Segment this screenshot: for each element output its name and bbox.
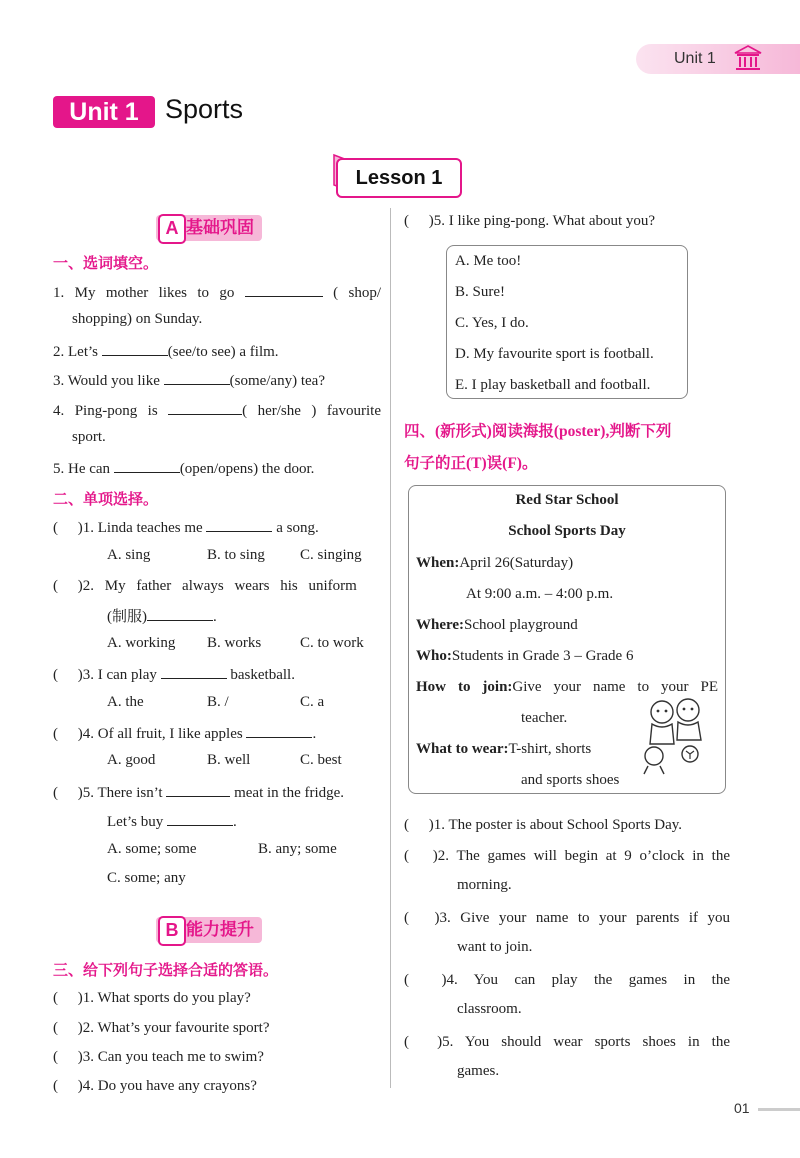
part2-q1-option-a: A. sing	[107, 547, 151, 563]
part1-item-1: 1. My mother likes to go ( shop/	[53, 282, 381, 302]
answer-paren-space[interactable]	[409, 970, 425, 984]
part2-q5-option-b: B. any; some	[258, 841, 337, 857]
answer-blank[interactable]	[164, 370, 230, 385]
kids-playing-football-icon	[632, 692, 716, 776]
answer-blank[interactable]	[206, 517, 272, 532]
part2-q2-option-c: C. to work	[300, 635, 364, 651]
poster-when-time: At 9:00 a.m. – 4:00 p.m.	[466, 586, 614, 602]
part2-q3-option-a: A. the	[107, 694, 144, 710]
section-a-letter: A	[158, 214, 186, 244]
answer-choice-a: A. Me too!	[455, 253, 522, 269]
poster-when: When:April 26(Saturday)	[416, 555, 574, 571]
answer-blank[interactable]	[161, 664, 227, 679]
answer-paren-space[interactable]	[58, 518, 74, 532]
answer-blank[interactable]	[147, 606, 213, 621]
answer-paren-space[interactable]	[409, 846, 425, 860]
part1-item-4-cont: sport.	[72, 429, 106, 445]
poster-subtitle: School Sports Day	[508, 523, 626, 539]
answer-blank[interactable]	[245, 282, 323, 297]
part2-q3: ( )3. I can play basketball.	[53, 664, 295, 684]
answer-blank[interactable]	[168, 400, 242, 415]
section-a-title: 基础巩固	[186, 218, 254, 237]
part2-heading: 二、单项选择。	[53, 492, 159, 508]
part3-q3: ( )3. Can you teach me to swim?	[53, 1049, 264, 1065]
answer-paren-space[interactable]	[409, 211, 425, 225]
column-divider	[390, 208, 391, 1088]
part2-q1-option-b: B. to sing	[207, 547, 265, 563]
answer-paren-space[interactable]	[58, 988, 74, 1002]
temple-icon	[733, 44, 763, 72]
answer-choice-e: E. I play basketball and football.	[455, 377, 651, 393]
part2-q4-option-b: B. well	[207, 752, 251, 768]
answer-blank[interactable]	[167, 811, 233, 826]
part2-q1: ( )1. Linda teaches me a song.	[53, 517, 319, 537]
part2-q1-option-c: C. singing	[300, 547, 362, 563]
tf-statement-4-cont: classroom.	[457, 1001, 522, 1017]
page-number: 01	[734, 1100, 750, 1116]
part3-q2: ( )2. What’s your favourite sport?	[53, 1020, 270, 1036]
tf-statement-3-cont: want to join.	[457, 939, 533, 955]
answer-paren-space[interactable]	[58, 576, 74, 590]
answer-paren-space[interactable]	[58, 1076, 74, 1090]
part2-q5: ( )5. There isn’t meat in the fridge.	[53, 782, 344, 802]
part2-q3-option-c: C. a	[300, 694, 325, 710]
part2-q2-cont: (制服) .	[107, 605, 217, 626]
part2-q4-option-c: C. best	[300, 752, 342, 768]
answer-paren-space[interactable]	[409, 1032, 425, 1046]
answer-paren-space[interactable]	[58, 1047, 74, 1061]
poster-how-to-join-cont: teacher.	[521, 710, 568, 726]
section-a-badge	[156, 215, 262, 241]
poster-who: Who:Students in Grade 3 – Grade 6	[416, 648, 634, 664]
answer-choice-c: C. Yes, I do.	[455, 315, 529, 331]
unit-tab	[636, 44, 800, 74]
answer-paren-space[interactable]	[409, 908, 425, 922]
poster-how-to-join: How to join:Give your name to your PE	[416, 679, 718, 695]
answer-paren-space[interactable]	[58, 1018, 74, 1032]
section-b-badge	[156, 917, 262, 943]
part2-q2: ( )2. My father always wears his uniform	[53, 578, 357, 594]
section-b-letter: B	[158, 916, 186, 946]
part1-item-1-cont: shopping) on Sunday.	[72, 311, 203, 327]
part1-item-2: 2. Let’s (see/to see) a film.	[53, 341, 279, 361]
part2-q5-option-c: C. some; any	[107, 870, 186, 886]
answer-paren-space[interactable]	[58, 665, 74, 679]
answer-paren-space[interactable]	[409, 815, 425, 829]
tf-statement-2: ( )2. The games will begin at 9 o’clock in the	[404, 848, 731, 864]
part1-heading: 一、选词填空。	[53, 256, 159, 272]
tf-statement-2-cont: morning.	[457, 877, 512, 893]
answer-blank[interactable]	[102, 341, 168, 356]
tf-statement-5: ( )5. You should wear sports shoes in the	[404, 1034, 730, 1050]
part3-q1: ( )1. What sports do you play?	[53, 990, 251, 1006]
page-number-rule	[758, 1108, 800, 1111]
part3-q4: ( )4. Do you have any crayons?	[53, 1078, 257, 1094]
poster-what-to-wear: What to wear:T-shirt, shorts	[416, 741, 592, 757]
part2-q4: ( )4. Of all fruit, I like apples .	[53, 723, 316, 743]
part1-item-3: 3. Would you like (some/any) tea?	[53, 370, 325, 390]
part2-q4-option-a: A. good	[107, 752, 156, 768]
part1-item-5: 5. He can (open/opens) the door.	[53, 458, 314, 478]
answer-blank[interactable]	[166, 782, 230, 797]
tf-statement-1: ( )1. The poster is about School Sports Day.	[404, 817, 683, 833]
part2-q2-option-b: B. works	[207, 635, 262, 651]
section-b-title: 能力提升	[186, 920, 254, 939]
answer-choice-d: D. My favourite sport is football.	[455, 346, 654, 362]
part2-q2-option-a: A. working	[107, 635, 176, 651]
tf-statement-3: ( )3. Give your name to your parents if you	[404, 910, 730, 926]
answer-paren-space[interactable]	[58, 724, 74, 738]
tf-statement-5-cont: games.	[457, 1063, 500, 1079]
answer-blank[interactable]	[246, 723, 312, 738]
part2-q3-option-b: B. /	[207, 694, 229, 710]
part3-heading: 三、给下列句子选择合适的答语。	[53, 963, 279, 979]
part4-heading-line2: 句子的正(T)误(F)。	[404, 455, 538, 472]
poster-where: Where:School playground	[416, 617, 578, 633]
poster-what-to-wear-cont: and sports shoes	[521, 772, 620, 788]
part4-heading-line1: 四、(新形式)阅读海报(poster),判断下列	[404, 423, 672, 440]
poster-title: Red Star School	[515, 492, 619, 508]
part2-q5-option-a: A. some; some	[107, 841, 197, 857]
unit-title: Sports	[165, 94, 244, 124]
part3-q5: ( )5. I like ping-pong. What about you?	[404, 213, 656, 229]
unit-tab-label: Unit 1	[674, 50, 716, 67]
part2-q5-cont: Let’s buy .	[107, 811, 237, 831]
answer-blank[interactable]	[114, 458, 180, 473]
answer-choice-b: B. Sure!	[455, 284, 505, 300]
answer-paren-space[interactable]	[58, 783, 74, 797]
part1-item-4: 4. Ping-pong is ( her/she ) favourite	[53, 400, 381, 420]
unit-badge: Unit 1	[53, 96, 155, 128]
lesson-title: Lesson 1	[336, 158, 462, 198]
tf-statement-4: ( )4. You can play the games in the	[404, 972, 730, 988]
